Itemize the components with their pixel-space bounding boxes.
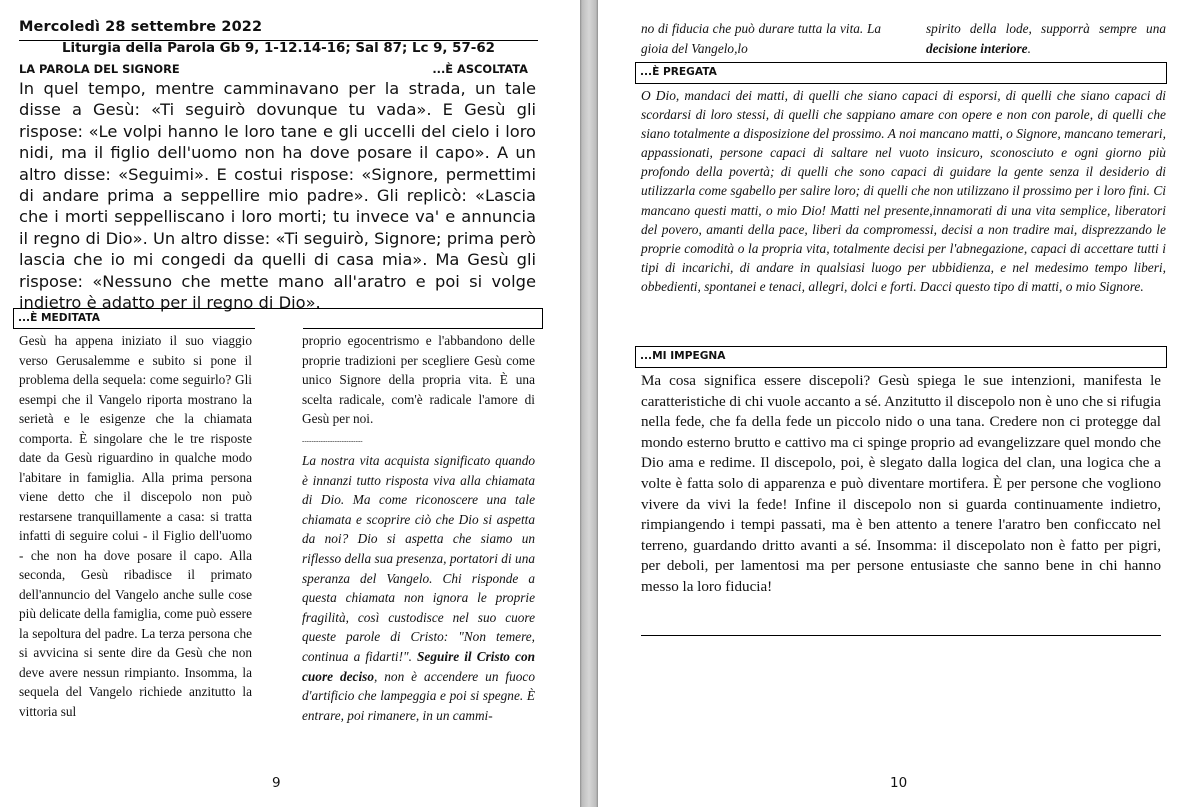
commitment-text: Ma cosa significa essere discepoli? Gesù spiega le sue intenzioni, manifesta le caratteristiche di chi vuole accanto a sé. Anzitutto il discepolo non è uno che si rifugia nella fede, che fa della fede un piccolo nido o una tana. Credere non ci protegge dal mondo esterno brutto e cattivo ma ci spinge proprio ad evangelizzare quel mondo che Dio ama e redime. Il discepolo, poi, è slegato dalla logica del clan, una logica che a volte è fatta solo di apparenza e può diventare mortifera. È per persone che vogliono vivere da vivi la fede! Infine il discepolo non si guarda continuamente indietro, rimpiangendo i tempi passati, ma è ben attento a tenere l'aratro ben conficcato nel terreno, guardando dritto avanti a sé. Insomma: il discepolato non è fatto per pigri, per deboli, per lamentosi ma per persone entusiaste che sanno bene in chi hanno messo la loro fiducia!	[641, 373, 1161, 595]
meditation-italic-paragraph	[302, 451, 535, 725]
left-page	[0, 0, 580, 807]
section-label-meditata: ...È MEDITATA	[18, 312, 100, 324]
dashed-separator: --------------------------	[302, 437, 363, 445]
meditation-column-2: proprio egocentrismo e l'abbandono delle proprie tradizioni per scegliere Gesù come unico Signore della propria vita. È una scelta radicale, com'è radicale l'amore di Gesù per noi.	[302, 333, 535, 426]
continuation-column-b	[926, 19, 1166, 58]
continuation-column-a: no di fiducia che può durare tutta la vita. La gioia del Vangelo,lo	[641, 21, 881, 56]
italic-text-after: , non è accendere un fuoco d'artificio che lampeggia e poi si spegne. È entrare, poi rimanere, in un cammi-	[302, 668, 535, 723]
gospel-text: In quel tempo, mentre camminavano per la strada, un tale disse a Gesù: «Ti seguirò dovunque tu vada». E Gesù gli rispose: «Le volpi hanno le loro tane e gli uccelli del cielo i loro nidi, ma il figlio dell'uomo non ha dove posare il capo». A un altro disse: «Seguimi». E costui rispose: «Signore, permettimi di andare prima a seppellire mio padre». Gli replicò: «Lascia che i morti seppelliscano i loro morti; tu invece va' e annuncia il regno di Dio». Un altro disse: «Ti seguirò, Signore; prima però lascia che io mi congedi da quelli di casa mia». Ma Gesù gli rispose: «Nessuno che mette mano all'aratro e poi si volge indietro è adatto per il regno di Dio».	[19, 79, 536, 313]
continuation-end: .	[1027, 40, 1031, 56]
page-number-right: 10	[890, 775, 908, 791]
section-label-parola: LA PAROLA DEL SIGNORE	[19, 62, 180, 76]
italic-bold-phrase: Seguire il Cristo con cuore deciso	[302, 648, 535, 684]
italic-text-before: La nostra vita acquista significato quando è innanzi tutto risposta viva alla chiamata di Dio. Ma come riconoscere una tale chiamata e scoprire ciò che Dio si aspetta da noi? Dio si aspetta che siamo un riflesso della sua presenza, portatori di una speranza del Vangelo. Chi risponde a questa chiamata non ignora le proprie fragilità, così custodisce nel suo cuore queste parole di Cristo: "Non temere, continua a fidarti!".	[302, 453, 535, 664]
continuation-bold-phrase: decisione interiore	[926, 40, 1028, 56]
date-heading: Mercoledì 28 settembre 2022	[19, 19, 263, 35]
right-page	[598, 0, 1184, 807]
book-gutter	[580, 0, 598, 807]
box-border-gap	[255, 327, 303, 331]
bottom-rule	[641, 635, 1161, 636]
meditation-column-1: Gesù ha appena iniziato il suo viaggio verso Gerusalemme e subito si pone il problema della sequela: come seguirlo? Gli esempi che il Vangelo riporta mostrano la serietà e le esigenze che la chiamata comporta. È singolare che le tre risposte date da Gesù riguardino in qualche modo l'abitare in famiglia. Alla prima persona viene detto che il discepolo non può restarsene tranquillamente a casa: si tratta infatti di seguire colui - il Figlio dell'uomo - che non ha dove posare il capo. Alla seconda, Gesù ribadisce il primato dell'annuncio del Vangelo anche sulle cose più delicate della famiglia, come può essere la sepoltura del padre. La terza persona che si avvicina si sente dire da Gesù che non deve avere nessun rimpianto. Insomma, la sequela del Vangelo richiede anzitutto la vittoria sul	[19, 333, 252, 719]
page-number-left: 9	[272, 775, 281, 791]
liturgy-readings-line: Liturgia della Parola Gb 9, 1-12.14-16; Sal 87; Lc 9, 57-62	[61, 41, 495, 56]
section-label-impegna: ...MI IMPEGNA	[640, 350, 726, 362]
section-label-ascoltata: ...È ASCOLTATA	[432, 62, 528, 76]
continuation-text: spirito della lode, supporrà sempre una	[926, 21, 1166, 36]
section-box-meditata	[13, 308, 543, 329]
section-box-impegna	[635, 346, 1167, 368]
section-box-pregata	[635, 62, 1167, 84]
prayer-text: O Dio, mandaci dei matti, di quelli che siano capaci di esporsi, di quelli che siano capaci di scordarsi di loro stessi, di quelli che sappiano amare con opere e non con parole, di quelli che siano totalmente a disposizione del prossimo. A noi mancano matti, o Signore, mancano temerari, appassionati, persone capaci di saltare nel vuoto insicuro, sconosciuto e ogni giorno più profondo della povertà; di quelli che sono capaci di guidare la gente senza il desiderio di utilizzarla come sgabello per salire loro; di quelli che non utilizzano il prossimo per i loro fini. Ci mancano questi matti, o mio Dio! Matti nel presente,innamorati di una vita semplice, liberatori del povero, amanti della pace, liberi da compromessi, decisi a non tradire mai, disprezzando le proprie comodità o la propria vita, totalmente decisi per l'abnegazione, capaci di accettare tutti i tipi di incarichi, di andare in qualsiasi luogo per ubbidienza, e nel medesimo tempo liberi, obbedienti, spontanei e tenaci, allegri, dolci e forti. Dacci questo tipo di matti, o mio Signore.	[641, 88, 1166, 294]
section-label-pregata: ...È PREGATA	[640, 66, 717, 78]
